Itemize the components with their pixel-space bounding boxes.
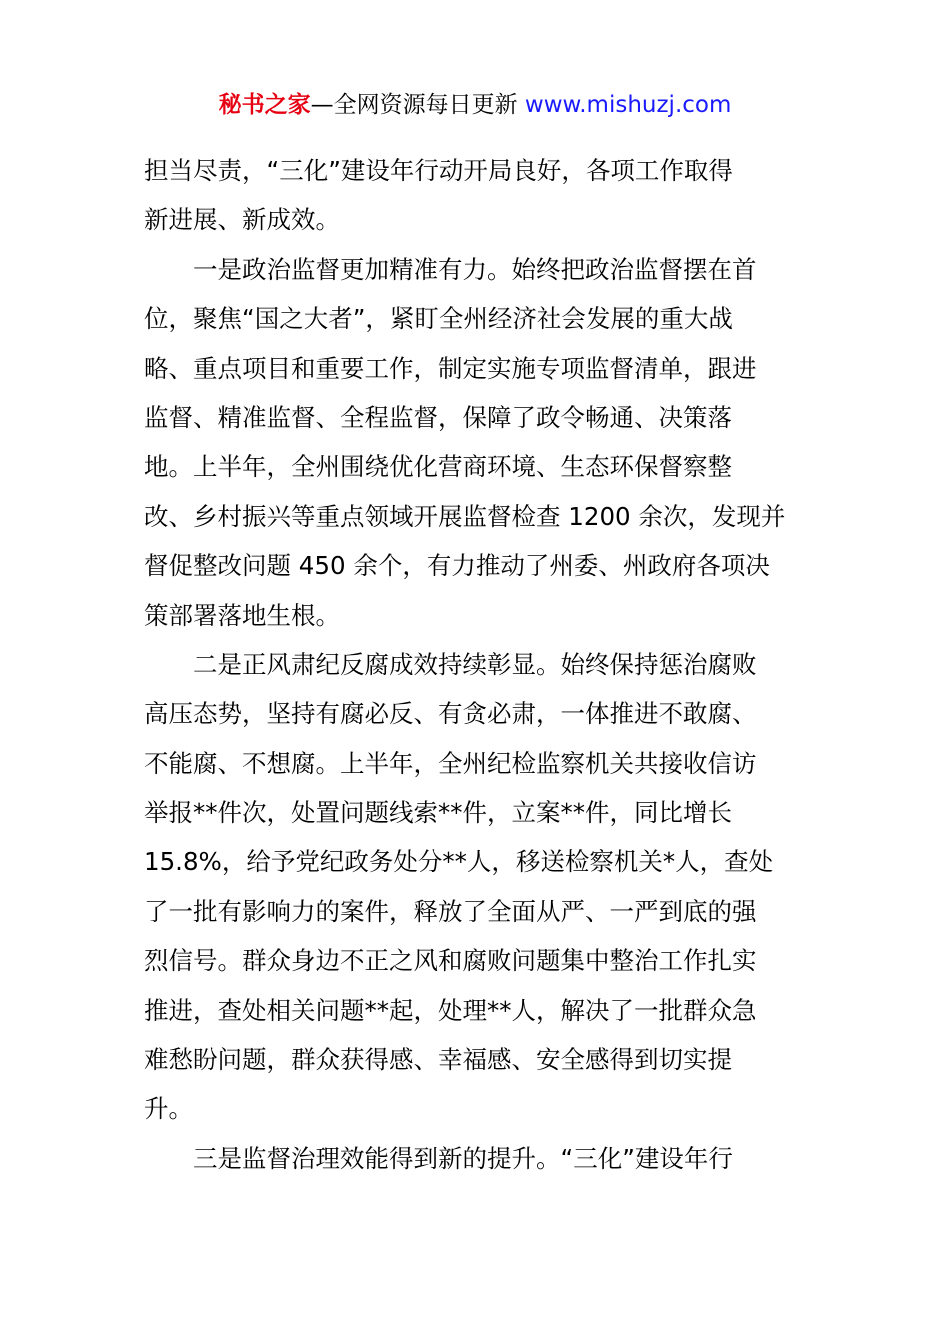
text-line: 举报**件次，处置问题线索**件，立案**件，同比增长: [144, 798, 732, 828]
text-line: 升。: [144, 1094, 193, 1124]
paragraph-start-line: 二是正风肃纪反腐成效持续彰显。始终保持惩治腐败: [193, 649, 757, 679]
text-line: 改、乡村振兴等重点领域开展监督检查 1200 余次，发现并: [144, 501, 786, 531]
text-line: 烈信号。群众身边不正之风和腐败问题集中整治工作扎实: [144, 946, 757, 976]
brand-name: 秘书之家: [218, 92, 311, 118]
text-line: 15.8%，给予党纪政务处分**人，移送检察机关*人，查处: [144, 847, 774, 877]
text-line: 推进，查处相关问题**起，处理**人，解决了一批群众急: [144, 995, 757, 1025]
text-line: 督促整改问题 450 余个，有力推动了州委、州政府各项决: [144, 551, 770, 581]
text-line: 高压态势，坚持有腐必反、有贪必肃，一体推进不敢腐、: [144, 699, 757, 729]
text-line: 难愁盼问题，群众获得感、幸福感、安全感得到切实提: [144, 1045, 732, 1075]
text-line: 位，聚焦“国之大者”，紧盯全州经济社会发展的重大战: [144, 304, 733, 334]
paragraph-start-line: 三是监督治理效能得到新的提升。“三化”建设年行: [193, 1143, 733, 1173]
site-url: www.mishuzj.com: [524, 92, 732, 118]
page-header: [0, 88, 950, 122]
text-line: 略、重点项目和重要工作，制定实施专项监督清单，跟进: [144, 353, 757, 383]
header-tagline: —全网资源每日更新: [310, 92, 525, 118]
text-line: 监督、精准监督、全程监督，保障了政令畅通、决策落: [144, 402, 732, 432]
text-line: 担当尽责，“三化”建设年行动开局良好，各项工作取得: [144, 156, 733, 185]
text-line: 新进展、新成效。: [144, 205, 340, 235]
document-body: [144, 146, 808, 1183]
text-line: 不能腐、不想腐。上半年，全州纪检监察机关共接收信访: [144, 748, 757, 778]
text-line: 了一批有影响力的案件，释放了全面从严、一严到底的强: [144, 896, 757, 926]
text-line: 策部署落地生根。: [144, 600, 340, 630]
text-line: 地。上半年，全州围绕优化营商环境、生态环保督察整: [144, 452, 732, 482]
paragraph-start-line: 一是政治监督更加精准有力。始终把政治监督摆在首: [193, 254, 757, 284]
